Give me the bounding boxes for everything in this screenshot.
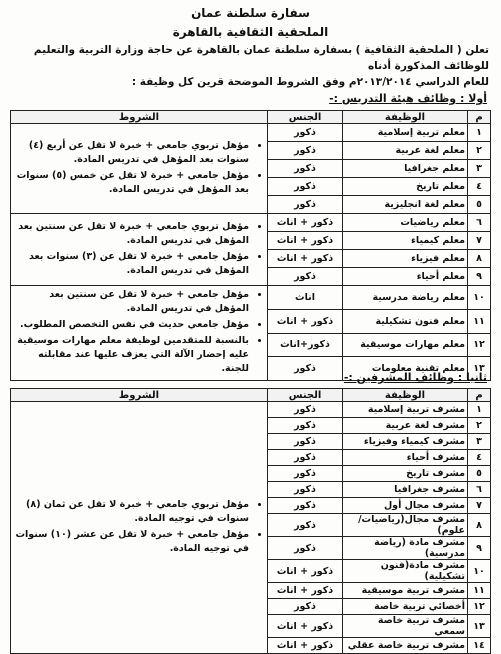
row-job: معلم تربية إسلامية — [343, 124, 468, 142]
row-job: مشرف مجال(رياضيات/علوم) — [343, 514, 468, 537]
row-gender: ذكور+اناث — [268, 333, 343, 357]
row-num: ٢ — [468, 418, 491, 434]
row-gender: ذكور + اناث — [268, 232, 343, 250]
row-gender: ذكور + اناث — [268, 250, 343, 268]
condition-item: • مؤهل تربوي جامعي + خبرة لا تقل عن أربع (٤) سنوات بعد المؤهل في تدريس المادة. — [15, 139, 249, 167]
row-job: معلم تقنية معلومات — [343, 357, 468, 381]
row-gender: ذكور — [268, 160, 343, 178]
intro-line-2: للعام الدراسي ٢٠١٣/٢٠١٤م وفق الشروط الموضحة قرين كل وظيفة : — [131, 76, 489, 88]
row-gender: ذكور — [268, 482, 343, 498]
row-job: مشرف مجال أول — [343, 498, 468, 514]
supervisor-jobs-table — [10, 388, 491, 654]
row-gender: ذكور — [268, 357, 343, 381]
supervisor-conditions — [11, 402, 268, 654]
row-num: ١٣ — [468, 615, 491, 638]
condition-item: • مؤهل جامعي + خبرة لا تقل عن عشر (١٠) سنوات في توجيه المادة. — [15, 528, 249, 556]
row-job: معلم تاريخ — [343, 178, 468, 196]
row-job: معلم مهارات موسيقية — [343, 333, 468, 357]
row-gender: ذكور — [268, 466, 343, 482]
condition-item: • مؤهل جامعي + خبرة لا تقل عن خمس (٥) سنوات بعد المؤهل في تدريس المادة. — [15, 169, 249, 197]
row-num: ٨ — [468, 514, 491, 537]
table-row — [11, 124, 491, 142]
row-gender: ذكور + اناث — [268, 309, 343, 333]
embassy-title: سفارة سلطنة عمان — [191, 6, 310, 20]
condition-item: • مؤهل جامعي + خبرة لا تقل عن سنتين بعد المؤهل في تدريس المادة. — [15, 288, 249, 316]
col-num: م — [468, 389, 491, 402]
row-gender: ذكور + اناث — [268, 615, 343, 638]
row-job: أخصائي تربية خاصة — [343, 599, 468, 615]
row-job: مشرف تربية خاصة سمعي — [343, 615, 468, 638]
row-job: معلم لغة عربية — [343, 142, 468, 160]
row-job: معلم رياضة مدرسية — [343, 286, 468, 310]
conditions-group-2 — [11, 214, 268, 286]
announcement-intro — [9, 42, 489, 90]
condition-item: • مؤهل تربوي جامعي + خبرة لا تقل عن ثمان (٨) سنوات في توجيه المادة. — [15, 498, 249, 526]
row-gender: اناث — [268, 286, 343, 310]
condition-item: • مؤهل جامعي + خبرة لا تقل عن (٣) سنوات بعد المؤهل في تدريس المادة. — [15, 250, 249, 278]
row-job: مشرف تاريخ — [343, 466, 468, 482]
row-gender: ذكور + اناث — [268, 583, 343, 599]
row-num: ١ — [468, 402, 491, 418]
row-num: ٧ — [468, 232, 491, 250]
row-gender: ذكور — [268, 268, 343, 286]
row-num: ٥ — [468, 466, 491, 482]
row-gender: ذكور + اناث — [268, 560, 343, 583]
row-gender: ذكور — [268, 599, 343, 615]
section-supervisors-title: ثانيا : وظائف المشرفين :- — [343, 371, 487, 384]
row-job: مشرف كيمياء وفيزياء — [343, 434, 468, 450]
row-num: ٤ — [468, 178, 491, 196]
table-row — [11, 214, 491, 232]
row-num: ١٢ — [468, 599, 491, 615]
section-teaching-title: أولا : وظائف هيئة التدريس :- — [329, 92, 487, 105]
row-num: ٧ — [468, 498, 491, 514]
condition-item: • مؤهل جامعي حديث في نفس التخصص المطلوب. — [15, 318, 249, 332]
row-gender: ذكور — [268, 418, 343, 434]
row-job: معلم فنون تشكيلية — [343, 309, 468, 333]
col-gender: الجنس — [268, 389, 343, 402]
row-num: ١٠ — [468, 286, 491, 310]
condition-item: • مؤهل تربوي جامعي + خبرة لا تقل عن سنتين بعد المؤهل في تدريس المادة. — [15, 220, 249, 248]
row-gender: ذكور — [268, 450, 343, 466]
row-job: معلم لغة انجليزية — [343, 196, 468, 214]
row-num: ٥ — [468, 196, 491, 214]
row-job: معلم كيمياء — [343, 232, 468, 250]
row-gender: ذكور — [268, 514, 343, 537]
row-gender: ذكور — [268, 537, 343, 560]
conditions-group-3 — [11, 286, 268, 381]
row-job: معلم أحياء — [343, 268, 468, 286]
col-gender: الجنس — [268, 111, 343, 124]
row-job: مشرف مادة(فنون تشكيلية) — [343, 560, 468, 583]
row-gender: ذكور — [268, 142, 343, 160]
row-num: ٣ — [468, 160, 491, 178]
row-job: مشرف تربية موسيقية — [343, 583, 468, 599]
row-gender: ذكور — [268, 196, 343, 214]
table-row — [11, 286, 491, 310]
row-gender: ذكور — [268, 434, 343, 450]
row-job: مشرف مادة (رياضة مدرسية) — [343, 537, 468, 560]
row-job: معلم فيزياء — [343, 250, 468, 268]
row-gender: ذكور — [268, 124, 343, 142]
row-num: ١٣ — [468, 357, 491, 381]
row-num: ٣ — [468, 434, 491, 450]
row-job: مشرف تربية إسلامية — [343, 402, 468, 418]
row-num: ٢ — [468, 142, 491, 160]
row-gender: ذكور + اناث — [268, 214, 343, 232]
row-num: ١٤ — [468, 638, 491, 654]
intro-line-1: تعلن ( الملحقية الثقافية ) بسفارة سلطنة عمان بالقاهرة عن حاجة وزارة التربية والتعليم للوظائف المذكورة أدناه — [33, 44, 489, 72]
row-num: ١١ — [468, 583, 491, 599]
row-gender: ذكور — [268, 178, 343, 196]
row-num: ٨ — [468, 250, 491, 268]
row-num: ٦ — [468, 482, 491, 498]
row-gender: ذكور + اناث — [268, 638, 343, 654]
row-job: مشرف أحياء — [343, 450, 468, 466]
row-num: ١٠ — [468, 560, 491, 583]
row-job: معلم جغرافيا — [343, 160, 468, 178]
row-job: مشرف جغرافيا — [343, 482, 468, 498]
teaching-jobs-table — [10, 110, 491, 381]
row-num: ٤ — [468, 450, 491, 466]
row-job: مشرف لغة عربية — [343, 418, 468, 434]
col-job: الوظيفة — [343, 389, 468, 402]
row-job: معلم رياضيات — [343, 214, 468, 232]
col-conditions: الشروط — [11, 111, 268, 124]
row-num: ٩ — [468, 537, 491, 560]
row-num: ١٢ — [468, 333, 491, 357]
row-num: ٦ — [468, 214, 491, 232]
col-conditions: الشروط — [11, 389, 268, 402]
row-num: ١١ — [468, 309, 491, 333]
row-num: ١ — [468, 124, 491, 142]
col-num: م — [468, 111, 491, 124]
attache-subtitle: الملحقية الثقافية بالقاهرة — [172, 25, 329, 39]
row-gender: ذكور — [268, 402, 343, 418]
row-gender: ذكور — [268, 498, 343, 514]
condition-item: • بالنسبة للمتقدمين لوظيفة معلم مهارات موسيقية عليه إحضار الآلة التي يعزف عليها عند مقابلته للجنة. — [15, 334, 249, 376]
conditions-group-1 — [11, 124, 268, 214]
table-row — [11, 402, 491, 418]
col-job: الوظيفة — [343, 111, 468, 124]
row-num: ٩ — [468, 268, 491, 286]
row-job: مشرف تربية خاصة عقلي — [343, 638, 468, 654]
